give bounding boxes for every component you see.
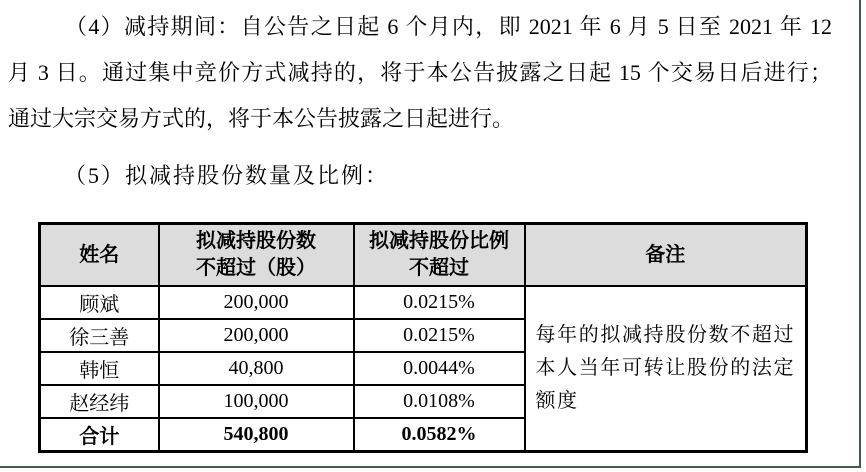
cell-total-label: 合计 — [40, 418, 159, 452]
cell-shares: 100,000 — [159, 385, 354, 418]
page-edge-horizontal-line — [0, 466, 861, 468]
col-header-ratio — [354, 224, 525, 287]
heading-section-5: （5）拟减持股份数量及比例： — [64, 163, 390, 188]
table-header-row — [40, 224, 807, 287]
col-header-shares-line2: 不超过（股） — [196, 257, 316, 279]
col-header-name: 姓名 — [40, 224, 159, 287]
paragraph-4-line-3: 通过大宗交易方式的，将于本公告披露之日起进行。 — [8, 106, 515, 131]
col-header-ratio-line1: 拟减持股份比例 — [369, 230, 509, 252]
cell-ratio: 0.0044% — [354, 352, 525, 385]
col-header-ratio-line2: 不超过 — [409, 257, 469, 279]
cell-shares: 200,000 — [159, 286, 354, 319]
cell-shares: 40,800 — [159, 352, 354, 385]
cell-name: 韩恒 — [40, 352, 159, 385]
cell-ratio: 0.0215% — [354, 286, 525, 319]
cell-total-ratio: 0.0582% — [354, 418, 525, 452]
cell-name: 赵经纬 — [40, 385, 159, 418]
col-header-remark: 备注 — [525, 224, 807, 287]
cell-name: 徐三善 — [40, 319, 159, 352]
cell-shares: 200,000 — [159, 319, 354, 352]
table-row — [40, 286, 807, 319]
cell-name: 顾斌 — [40, 286, 159, 319]
cell-ratio: 0.0108% — [354, 385, 525, 418]
page-edge-vertical-line — [859, 0, 861, 468]
paragraph-4-line-1: （4）减持期间：自公告之日起 6 个月内，即 2021 年 6 月 5 日至 2021 年 12 — [65, 14, 832, 39]
paragraph-4-line-2: 月 3 日。通过集中竞价方式减持的，将于本公告披露之日起 15 个交易日后进行； — [8, 60, 832, 85]
col-header-shares — [159, 224, 354, 287]
col-header-shares-line1: 拟减持股份数 — [196, 230, 316, 252]
cell-total-shares: 540,800 — [159, 418, 354, 452]
cell-ratio: 0.0215% — [354, 319, 525, 352]
remark-cell: 每年的拟减持股份数不超过本人当年可转让股份的法定额度 — [525, 286, 807, 452]
share-reduction-table — [38, 222, 808, 453]
